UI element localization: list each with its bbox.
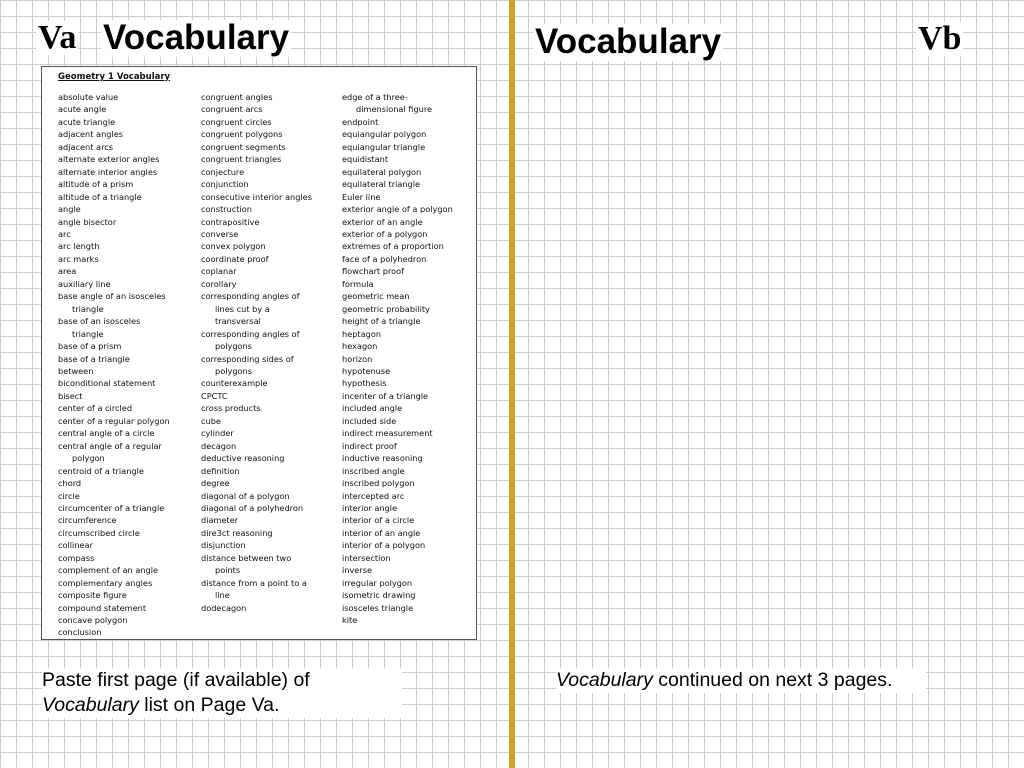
vocabulary-term: acute angle xyxy=(58,104,107,115)
vocabulary-term: edge of a three- xyxy=(342,92,408,102)
vocabulary-term: absolute value xyxy=(58,92,119,102)
vocabulary-term: polygon xyxy=(72,453,105,464)
vocabulary-term: inductive reasoning xyxy=(342,453,423,464)
vocabulary-term: line xyxy=(215,590,230,601)
vocabulary-term: construction xyxy=(201,204,252,215)
vocabulary-term: concave polygon xyxy=(58,615,128,626)
left-page-title: Vocabulary xyxy=(103,18,290,57)
vocabulary-term: indirect proof xyxy=(342,440,397,451)
vocabulary-term: isometric drawing xyxy=(342,590,416,601)
vocabulary-column-2 xyxy=(201,91,341,614)
vocabulary-column-1 xyxy=(58,91,198,640)
vocabulary-term: compass xyxy=(58,552,95,563)
vocabulary-term: deductive reasoning xyxy=(201,453,285,464)
vocabulary-term: inscribed angle xyxy=(342,465,405,476)
vocabulary-term: consecutive interior angles xyxy=(201,191,312,202)
vocabulary-term: biconditional statement xyxy=(58,378,156,389)
vocabulary-term: diameter xyxy=(201,515,239,526)
vocabulary-term: points xyxy=(215,565,241,576)
vocabulary-term: collinear xyxy=(58,540,93,551)
vocabulary-term: acute triangle xyxy=(58,116,116,127)
left-page-caption xyxy=(42,668,402,718)
vocabulary-term: altitude of a prism xyxy=(58,179,134,190)
right-caption-text: continued on next 3 pages. xyxy=(652,669,893,691)
vocabulary-term: conjecture xyxy=(201,166,245,177)
vocabulary-term: composite figure xyxy=(58,590,127,601)
vocabulary-term: between xyxy=(58,365,94,376)
vocabulary-term: geometric mean xyxy=(342,291,410,302)
vocabulary-term: center of a regular polygon xyxy=(58,415,170,426)
vocabulary-term: cube xyxy=(201,415,221,426)
vocabulary-term: equiangular triangle xyxy=(342,141,426,152)
vocabulary-term: intercepted arc xyxy=(342,490,405,501)
vocabulary-term: Euler line xyxy=(342,191,381,202)
vocabulary-term: face of a polyhedron xyxy=(342,253,427,264)
vocabulary-term: coplanar xyxy=(201,266,237,277)
right-page-caption xyxy=(556,668,926,693)
vocabulary-term: extremes of a proportion xyxy=(342,241,444,252)
vocabulary-term: exterior of an angle xyxy=(342,216,423,227)
vocabulary-term: equilateral polygon xyxy=(342,166,422,177)
vocabulary-term: polygons xyxy=(215,365,252,376)
vocabulary-term: equiangular polygon xyxy=(342,129,427,140)
vocabulary-term: disjunction xyxy=(201,540,246,551)
vocabulary-term: adjacent arcs xyxy=(58,141,114,152)
vocabulary-term: inscribed polygon xyxy=(342,478,415,489)
vocabulary-term: arc xyxy=(58,228,71,239)
vocabulary-term: compound statement xyxy=(58,602,147,613)
vocabulary-term: transversal xyxy=(215,316,261,327)
vocabulary-term: center of a circled xyxy=(58,403,133,414)
vocabulary-term: exterior angle of a polygon xyxy=(342,204,453,215)
vocabulary-term: kite xyxy=(342,615,358,626)
vocabulary-term: hypothesis xyxy=(342,378,387,389)
vocabulary-term: dodecagon xyxy=(201,602,247,613)
left-caption-text-2: list on Page Va. xyxy=(138,694,280,716)
vocabulary-term: circumscribed circle xyxy=(58,527,140,538)
vocabulary-term: equidistant xyxy=(342,154,389,165)
vocabulary-term: included angle xyxy=(342,403,403,414)
vocabulary-term: base of a triangle xyxy=(58,353,130,364)
vocabulary-term: height of a triangle xyxy=(342,316,421,327)
vocabulary-term: distance from a point to a xyxy=(201,577,307,588)
vocabulary-term: incenter of a triangle xyxy=(342,390,429,401)
vocabulary-term: intersection xyxy=(342,552,391,563)
vocabulary-term: interior of an angle xyxy=(342,527,421,538)
vocabulary-term: distance between two xyxy=(201,552,292,563)
right-caption-italic: Vocabulary xyxy=(556,669,653,691)
vocabulary-term xyxy=(58,639,198,640)
vocabulary-term: complement of an angle xyxy=(58,565,159,576)
vocabulary-term: conjunction xyxy=(201,179,249,190)
vocabulary-term: chord xyxy=(58,478,82,489)
vocabulary-term: cross products xyxy=(201,403,261,414)
right-page-title: Vocabulary xyxy=(535,22,722,61)
vocabulary-term: decagon xyxy=(201,440,237,451)
vocabulary-term: interior angle xyxy=(342,502,398,513)
vocabulary-term: interior of a circle xyxy=(342,515,415,526)
left-caption-italic: Vocabulary xyxy=(42,694,139,716)
vocabulary-term: centroid of a triangle xyxy=(58,465,144,476)
vocabulary-term: angle bisector xyxy=(58,216,117,227)
vocabulary-term: circumcenter of a triangle xyxy=(58,502,165,513)
vocabulary-term: altitude of a triangle xyxy=(58,191,142,202)
vocabulary-term: cylinder xyxy=(201,428,234,439)
vocabulary-term: hypotenuse xyxy=(342,365,391,376)
left-caption-text-1: Paste first page (if available) of xyxy=(42,669,310,691)
vocabulary-term: dire3ct reasoning xyxy=(201,527,273,538)
vocabulary-term: triangle xyxy=(72,328,104,339)
vocabulary-term: included side xyxy=(342,415,397,426)
vocabulary-term: irregular polygon xyxy=(342,577,413,588)
vocabulary-term: central angle of a regular xyxy=(58,440,162,451)
vocabulary-term: CPCTC xyxy=(201,390,228,401)
vocabulary-term: exterior of a polygon xyxy=(342,228,428,239)
vocabulary-term: conclusion xyxy=(58,627,102,638)
vocabulary-term: degree xyxy=(201,478,230,489)
vocabulary-term: geometric probability xyxy=(342,303,430,314)
vocabulary-term: area xyxy=(58,266,77,277)
vocabulary-term: corresponding angles of xyxy=(201,291,300,302)
vocabulary-term: heptagon xyxy=(342,328,382,339)
vocabulary-term: alternate interior angles xyxy=(58,166,158,177)
vocabulary-term: circle xyxy=(58,490,80,501)
page-label-vb: Vb xyxy=(918,20,962,57)
vocabulary-term: inverse xyxy=(342,565,373,576)
vocabulary-column-3 xyxy=(342,91,476,626)
vocabulary-term: circumference xyxy=(58,515,117,526)
vocabulary-term: base angle of an isosceles xyxy=(58,291,166,302)
vocabulary-term: interior of a polygon xyxy=(342,540,426,551)
vocabulary-term: converse xyxy=(201,228,239,239)
vocabulary-term: congruent arcs xyxy=(201,104,263,115)
vocabulary-term: congruent triangles xyxy=(201,154,282,165)
vocabulary-term: triangle xyxy=(72,303,104,314)
vocabulary-term: indirect measurement xyxy=(342,428,433,439)
vocabulary-term: adjacent angles xyxy=(58,129,124,140)
vocabulary-term: definition xyxy=(201,465,240,476)
vocabulary-term: central angle of a circle xyxy=(58,428,155,439)
vocabulary-sheet-heading: Geometry 1 Vocabulary xyxy=(58,72,171,82)
vocabulary-term: corresponding sides of xyxy=(201,353,294,364)
vocabulary-term: congruent polygons xyxy=(201,129,283,140)
vocabulary-term: arc length xyxy=(58,241,100,252)
vocabulary-term: coordinate proof xyxy=(201,253,269,264)
vocabulary-term: diagonal of a polygon xyxy=(201,490,290,501)
page-label-va: Va xyxy=(38,19,77,56)
vocabulary-term: congruent segments xyxy=(201,141,286,152)
vocabulary-term: flowchart proof xyxy=(342,266,405,277)
vocabulary-term: diagonal of a polyhedron xyxy=(201,502,304,513)
vocabulary-term: congruent angles xyxy=(201,92,273,102)
vocabulary-term: congruent circles xyxy=(201,116,272,127)
vocabulary-term: counterexample xyxy=(201,378,268,389)
vocabulary-term: alternate exterior angles xyxy=(58,154,160,165)
vocabulary-term: formula xyxy=(342,278,374,289)
vocabulary-term: corollary xyxy=(201,278,237,289)
vocabulary-term: auxiliary line xyxy=(58,278,111,289)
vocabulary-term: hexagon xyxy=(342,341,378,352)
vocabulary-sheet-image xyxy=(41,66,477,640)
vocabulary-term: base of a prism xyxy=(58,341,122,352)
vocabulary-term: lines cut by a xyxy=(215,303,270,314)
vocabulary-term: angle xyxy=(58,204,81,215)
vocabulary-term: endpoint xyxy=(342,116,379,127)
vocabulary-term: complementary angles xyxy=(58,577,153,588)
vocabulary-term: equilateral triangle xyxy=(342,179,421,190)
vocabulary-term: polygons xyxy=(215,341,252,352)
vocabulary-term: horizon xyxy=(342,353,373,364)
binder-divider xyxy=(509,0,515,768)
vocabulary-term: base of an isosceles xyxy=(58,316,141,327)
vocabulary-term: convex polygon xyxy=(201,241,266,252)
vocabulary-term: bisect xyxy=(58,390,83,401)
vocabulary-term: arc marks xyxy=(58,253,99,264)
vocabulary-term: isosceles triangle xyxy=(342,602,414,613)
vocabulary-term: dimensional figure xyxy=(356,104,433,115)
vocabulary-term: corresponding angles of xyxy=(201,328,300,339)
vocabulary-term: contrapositive xyxy=(201,216,260,227)
